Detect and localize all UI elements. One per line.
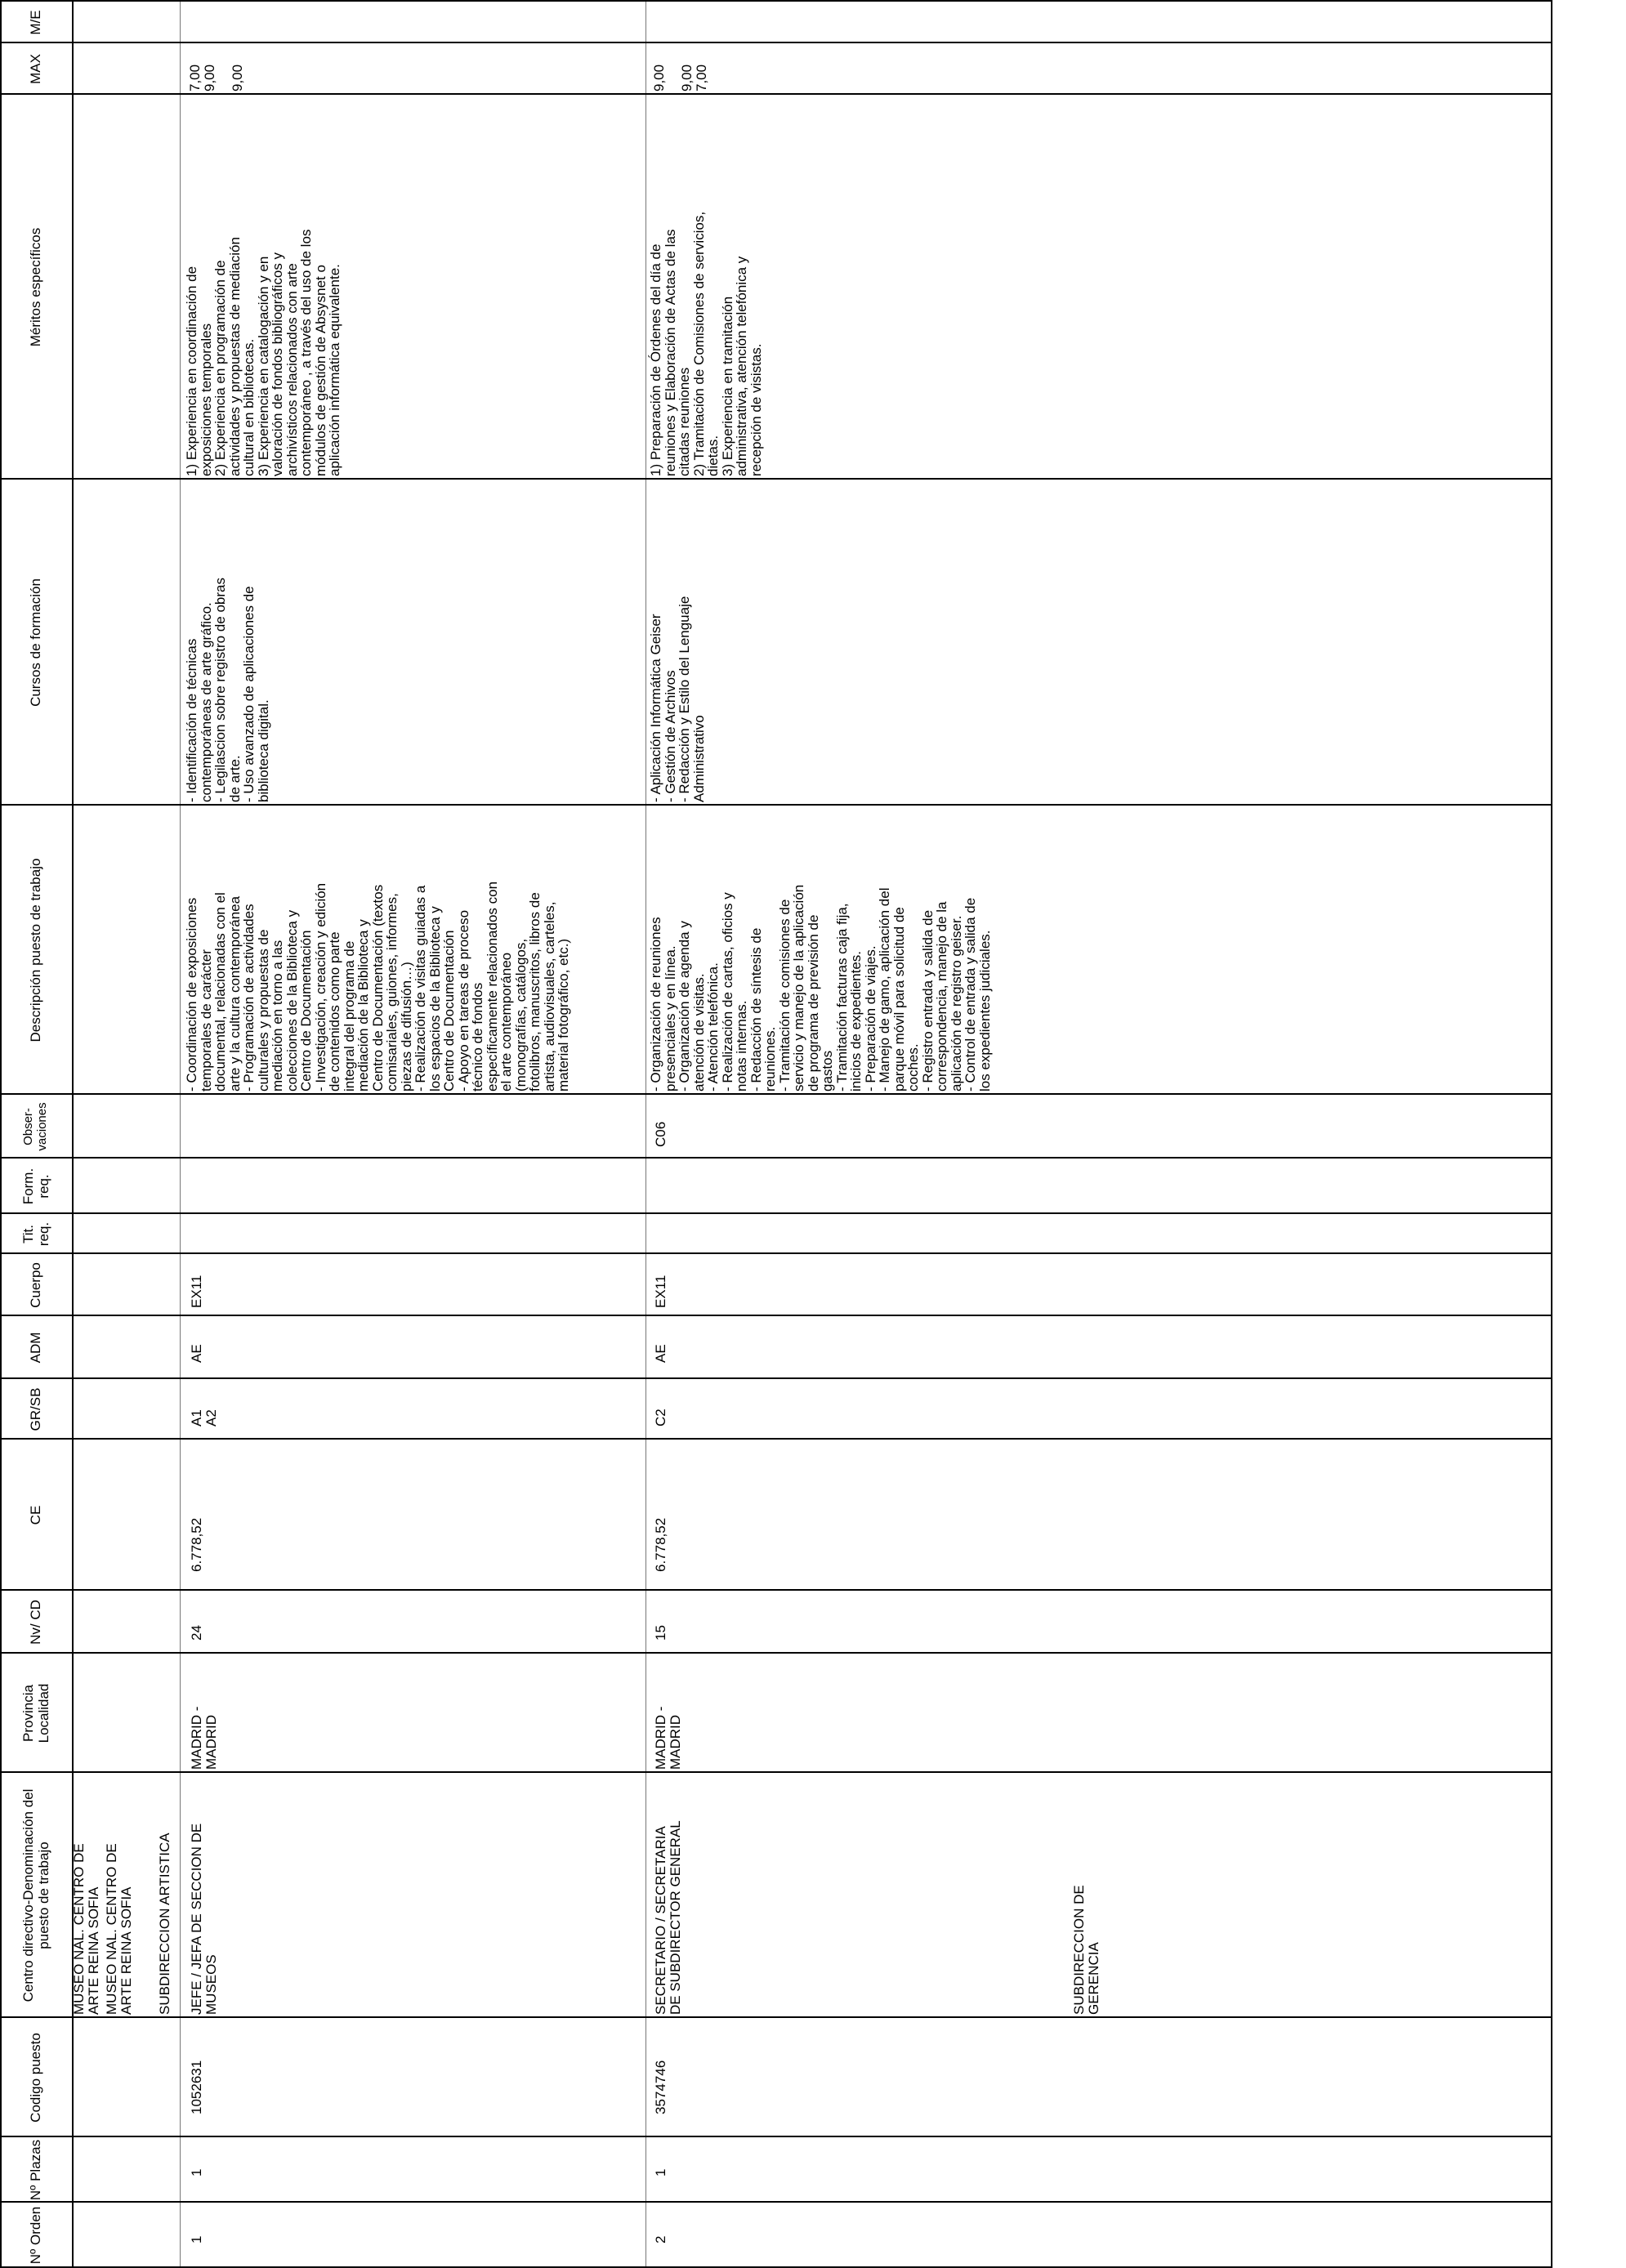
- header-orden: Nº Orden: [28, 2206, 44, 2265]
- col-border: [0, 1157, 1552, 1159]
- col-border: [0, 1771, 1552, 1773]
- header-plazas: Nº Plazas: [28, 2139, 44, 2201]
- cell-descripcion: - Organización de reuniones presenciales y en línea. - Organización de agenda y atención de visitas. - Atención telefónica. - Realización de cartas, oficios y notas internas. - Redacción de síntesis de reuniones. - Tramitación de comisiones de servicio y manejo de la aplicación de programa de previsión de gastos - Tramitación facturas caja fija, inicios de expedientes. - Preparación de viajes. - Manejo de gamo, aplicación del parque móvil para solicitud de coches. - Registro entrada y salida de correspondencia, manejo de la aplicación de registro geiser. - Control de entrada y salida de los expedientes judiciales.: [648, 884, 993, 1092]
- col-border: [0, 1589, 1552, 1591]
- header-tit: Tit. req.: [20, 1221, 51, 1247]
- header-descripcion: Descripción puesto de trabajo: [28, 858, 44, 1042]
- cell-puesto: SECRETARIO / SECRETARIA DE SUBDIRECTOR GENERAL: [653, 1820, 683, 2015]
- header-ce: CE: [28, 1505, 44, 1525]
- col-border: [0, 1377, 1552, 1379]
- cell-grsb: C2: [653, 1409, 668, 1426]
- cell-codigo: 3574746: [653, 2060, 668, 2114]
- cell-adm: AE: [189, 1344, 204, 1363]
- section-subdireccion: SUBDIRECCION ARTISTICA: [157, 1833, 172, 2015]
- header-nivel: Nv/ CD: [28, 1600, 44, 1645]
- cell-provincia: MADRID - MADRID: [653, 1706, 683, 1770]
- section-subdireccion-gerencia: SUBDIRECCION DE GERENCIA: [1071, 1885, 1101, 2015]
- section-org-1: MUSEO NAL. CENTRO DE ARTE REINA SOFIA: [71, 1843, 101, 2015]
- col-border: [0, 1252, 1552, 1254]
- cell-meritos: 1) Preparación de Órdenes del día de reuniones y Elaboración de Actas de las citadas reuniones 2) Tramitación de Comisiones de servicios, dietas. 3) Experiencia en tramitación administrativa, atención telefónica y recepción de visistas.: [648, 211, 764, 476]
- cell-descripcion: - Coordinación de exposiciones temporales de carácter documental, relacionadas con el arte y la cultura contemporánea - Programación de actividades culturales y propuestas de mediación en torno a las colecciones de la Biblioteca y Centro de Documentación - Investigación, creación y edición de contenidos como parte integral del programa de mediación de la Biblioteca y Centro de Documentación (textos comisariales, guiones, informes, piezas de difusión…) - Realización de visitas guiadas a los espacios de la Biblioteca y Centro de Documentación - Apoyo en tareas de proceso técnico de fondos específicamente relacionados con el arte contemporáneo (monografías, catálogos, fotolibros, manuscritos, libros de artista, audiovisuales, carteles, material fotográfico, etc.): [184, 881, 571, 1092]
- section-org-2: MUSEO NAL. CENTRO DE ARTE REINA SOFIA: [104, 1843, 134, 2015]
- cell-cursos: - Aplicación Informática Geiser - Gestión de Archivos - Redacción y Estilo del Lenguaje Administrativo: [648, 596, 707, 802]
- col-border: [0, 1093, 1552, 1095]
- header-me: M/E: [28, 10, 44, 35]
- header-adm: ADM: [28, 1332, 44, 1364]
- col-border: [0, 93, 1552, 95]
- header-provincia: Provincia Localidad: [20, 1683, 51, 1743]
- cell-adm: AE: [653, 1344, 668, 1363]
- table-bottom-border: [1551, 0, 1552, 2268]
- header-grsb: GR/SB: [28, 1387, 44, 1431]
- cell-cuerpo: EX11: [189, 1275, 204, 1308]
- cell-meritos: 1) Experiencia en coordinación de exposiciones temporales 2) Experiencia en programación de actividades y propuestas de mediación cultural en bibliotecas. 3) Experiencia en catalogación y en valoración de fondos bibliográficos y archivísticos relacionados con arte contemporáneo , a través del uso de los módulos de gestión de Absysnet o aplicación informática equivalente.: [184, 229, 342, 476]
- col-border: [0, 2136, 1552, 2137]
- cell-provincia: MADRID - MADRID: [189, 1706, 219, 1770]
- header-cuerpo: Cuerpo: [28, 1262, 44, 1308]
- cell-cuerpo: EX11: [653, 1275, 668, 1308]
- cell-max-2: 9,00: [679, 64, 695, 92]
- col-border: [0, 42, 1552, 43]
- cell-plazas: 1: [653, 2168, 668, 2176]
- cell-orden: 2: [653, 2235, 668, 2243]
- col-border: [0, 1652, 1552, 1654]
- cell-observaciones: C06: [653, 1121, 668, 1147]
- cell-max-2: 9,00: [202, 64, 217, 92]
- header-form: Form. req.: [20, 1167, 51, 1205]
- cell-ce: 6.778,52: [653, 1517, 668, 1572]
- col-border: [0, 478, 1552, 480]
- cell-puesto: JEFE / JEFA DE SECCION DE MUSEOS: [189, 1823, 219, 2015]
- col-border: [0, 2016, 1552, 2018]
- col-border: [0, 1212, 1552, 1214]
- header-max: MAX: [28, 54, 44, 84]
- col-border: [0, 1438, 1552, 1440]
- cell-grsb: A1 A2: [189, 1409, 219, 1426]
- header-centro: Centro directivo-Denominación del puesto de trabajo: [20, 1788, 51, 2002]
- cell-max-3: 7,00: [694, 64, 709, 92]
- header-observaciones: Obser-vaciones: [21, 1102, 49, 1151]
- section-divider: [180, 0, 181, 2268]
- cell-nivel: 15: [653, 1625, 668, 1641]
- col-border: [0, 0, 1552, 2]
- cell-codigo: 1052631: [189, 2060, 204, 2114]
- cell-ce: 6.778,52: [189, 1517, 204, 1572]
- col-border: [0, 2201, 1552, 2203]
- header-codigo: Codigo puesto: [28, 2033, 44, 2123]
- cell-max-3: 9,00: [230, 64, 245, 92]
- cell-max-1: 9,00: [651, 64, 667, 92]
- cell-max-1: 7,00: [187, 64, 203, 92]
- header-meritos: Méritos específicos: [28, 227, 44, 347]
- col-border: [0, 1315, 1552, 1316]
- col-border: [0, 804, 1552, 806]
- row-divider: [645, 0, 646, 2268]
- cell-plazas: 1: [189, 2168, 204, 2176]
- cell-orden: 1: [189, 2235, 204, 2243]
- header-cursos: Cursos de formación: [28, 578, 44, 707]
- cell-nivel: 24: [189, 1625, 204, 1641]
- cell-cursos: - Identificación de técnicas contemporáneas de arte gráfico. - Legilascion sobre registro de obras de arte. - Uso avanzado de aplicaciones de biblioteca digital.: [184, 578, 271, 802]
